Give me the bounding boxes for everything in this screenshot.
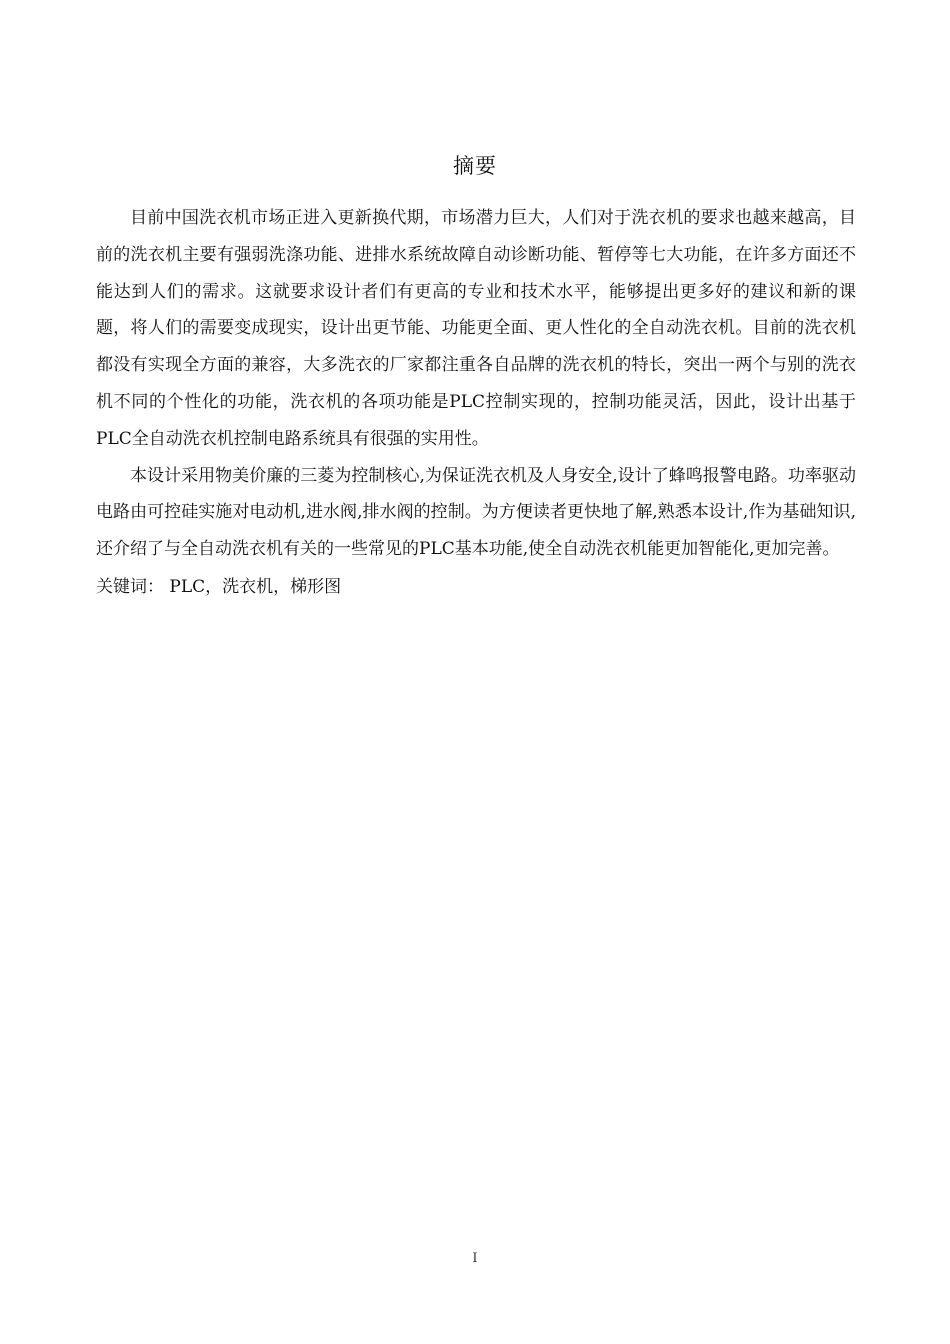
abstract-body [96,200,856,606]
abstract-paragraph-1: 目前中国洗衣机市场正进入更新换代期，市场潜力巨大，人们对于洗衣机的要求也越来越高，目前的洗衣机主要有强弱洗涤功能、进排水系统故障自动诊断功能、暂停等七大功能，在许多方面还不能达到人们的需求。这就要求设计者们有更高的专业和技术水平，能够提出更多好的建议和新的课题，将人们的需要变成现实，设计出更节能、功能更全面、更人性化的全自动洗衣机。目前的洗衣机都没有实现全方面的兼容，大多洗衣的厂家都注重各自品牌的洗衣机的特长，突出一两个与别的洗衣机不同的个性化的功能，洗衣机的各项功能是PLC控制实现的，控制功能灵活，因此，设计出基于PLC全自动洗衣机控制电路系统具有很强的实用性。 [96,208,856,449]
abstract-paragraph-2: 本设计采用物美价廉的三菱为控制核心,为保证洗衣机及人身安全,设计了蜂鸣报警电路。功率驱动电路由可控硅实施对电动机,进水阀,排水阀的控制。为方便读者更快地了解,熟悉本设计,作为基础知识,还介绍了与全自动洗衣机有关的一些常见的PLC基本功能,使全自动洗衣机能更加智能化,更加完善。 [96,465,856,560]
keywords-line: 关键词： PLC，洗衣机，梯形图 [96,576,342,597]
page-number: I [472,1251,478,1266]
abstract-title: 摘要 [453,154,497,178]
